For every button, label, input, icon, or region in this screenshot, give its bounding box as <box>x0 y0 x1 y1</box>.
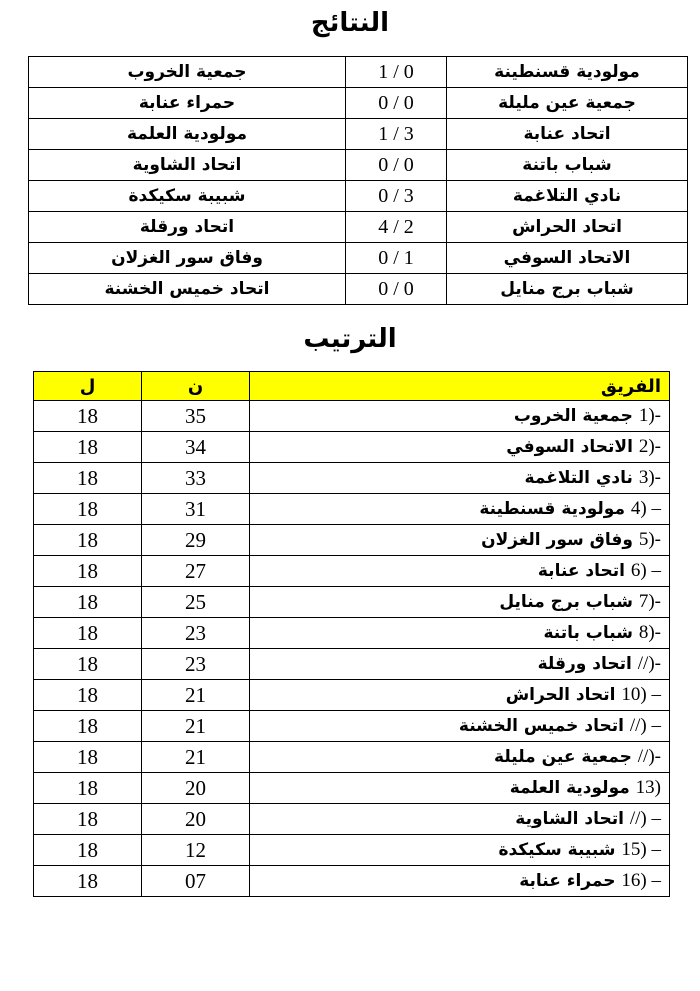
result-row <box>29 243 688 274</box>
standings-row <box>34 494 670 525</box>
results-body <box>29 57 688 305</box>
header-points: ن <box>142 372 250 401</box>
standings-team-cell <box>250 680 670 711</box>
away-team: شبيبة سكيكدة <box>29 181 346 212</box>
standings-row <box>34 525 670 556</box>
standings-team-cell <box>250 866 670 897</box>
header-team: الفريق <box>250 372 670 401</box>
standings-body <box>34 401 670 897</box>
team-points: 21 <box>142 680 250 711</box>
team-played: 18 <box>34 494 142 525</box>
result-row <box>29 57 688 88</box>
team-name: مولودية قسنطينة <box>479 499 625 519</box>
team-played: 18 <box>34 401 142 432</box>
standings-row <box>34 649 670 680</box>
standings-row <box>34 618 670 649</box>
team-name: وفاق سور الغزلان <box>481 530 633 550</box>
team-points: 21 <box>142 711 250 742</box>
team-rank: 15) – <box>621 839 661 860</box>
team-name: الاتحاد السوفي <box>506 437 633 457</box>
team-name: اتحاد عنابة <box>537 561 625 581</box>
team-played: 18 <box>34 525 142 556</box>
team-played: 18 <box>34 556 142 587</box>
away-team: وفاق سور الغزلان <box>29 243 346 274</box>
standings-row <box>34 587 670 618</box>
standings-row <box>34 401 670 432</box>
standings-team-cell <box>250 587 670 618</box>
team-name: شباب برج منايل <box>499 592 633 612</box>
match-score: 0 / 1 <box>346 243 447 274</box>
result-row <box>29 181 688 212</box>
team-points: 07 <box>142 866 250 897</box>
header-played: ل <box>34 372 142 401</box>
match-score: 0 / 3 <box>346 181 447 212</box>
team-played: 18 <box>34 432 142 463</box>
team-played: 18 <box>34 680 142 711</box>
team-points: 31 <box>142 494 250 525</box>
team-name: شباب باتنة <box>543 623 633 643</box>
home-team: نادي التلاغمة <box>447 181 688 212</box>
team-points: 27 <box>142 556 250 587</box>
match-score: 1 / 0 <box>346 57 447 88</box>
result-row <box>29 212 688 243</box>
result-row <box>29 88 688 119</box>
team-rank: 3)- <box>638 467 661 488</box>
team-rank: 2)- <box>638 436 661 457</box>
results-title: النتائج <box>310 8 390 38</box>
standings-title: الترتيب <box>303 324 397 354</box>
team-played: 18 <box>34 742 142 773</box>
team-name: اتحاد ورقلة <box>537 654 632 674</box>
standings-team-cell <box>250 525 670 556</box>
team-points: 29 <box>142 525 250 556</box>
standings-row <box>34 711 670 742</box>
team-played: 18 <box>34 463 142 494</box>
team-rank: 8)- <box>638 622 661 643</box>
away-team: اتحاد الشاوية <box>29 150 346 181</box>
team-name: جمعية عين مليلة <box>494 747 632 767</box>
home-team: جمعية عين مليلة <box>447 88 688 119</box>
team-rank: 10) – <box>621 684 661 705</box>
home-team: شباب باتنة <box>447 150 688 181</box>
match-score: 0 / 0 <box>346 274 447 305</box>
team-points: 21 <box>142 742 250 773</box>
standings-row <box>34 556 670 587</box>
standings-team-cell <box>250 432 670 463</box>
team-rank: 7)- <box>638 591 661 612</box>
team-rank: 13) <box>635 777 661 798</box>
team-name: اتحاد خميس الخشنة <box>458 716 624 736</box>
team-points: 12 <box>142 835 250 866</box>
standings-team-cell <box>250 649 670 680</box>
team-name: نادي التلاغمة <box>524 468 633 488</box>
team-rank: 6) – <box>630 560 661 581</box>
standings-team-cell <box>250 401 670 432</box>
team-name: شبيبة سكيكدة <box>498 840 616 860</box>
standings-row <box>34 835 670 866</box>
standings-team-cell <box>250 773 670 804</box>
team-played: 18 <box>34 649 142 680</box>
standings-team-cell <box>250 835 670 866</box>
team-played: 18 <box>34 804 142 835</box>
standings-row <box>34 804 670 835</box>
results-table <box>28 56 688 305</box>
team-rank: //) – <box>629 808 661 829</box>
standings-team-cell <box>250 463 670 494</box>
team-rank: 1)- <box>638 405 661 426</box>
team-name: اتحاد الحراش <box>505 685 616 705</box>
standings-row <box>34 742 670 773</box>
standings-team-cell <box>250 711 670 742</box>
team-played: 18 <box>34 835 142 866</box>
home-team: اتحاد عنابة <box>447 119 688 150</box>
standings-team-cell <box>250 618 670 649</box>
away-team: جمعية الخروب <box>29 57 346 88</box>
team-played: 18 <box>34 618 142 649</box>
away-team: اتحاد ورقلة <box>29 212 346 243</box>
team-name: حمراء عنابة <box>519 871 616 891</box>
standings-team-cell <box>250 494 670 525</box>
team-points: 23 <box>142 618 250 649</box>
result-row <box>29 274 688 305</box>
team-played: 18 <box>34 773 142 804</box>
team-points: 33 <box>142 463 250 494</box>
away-team: مولودية العلمة <box>29 119 346 150</box>
home-team: الاتحاد السوفي <box>447 243 688 274</box>
team-rank: //)- <box>637 653 661 674</box>
team-points: 20 <box>142 804 250 835</box>
standings-row <box>34 432 670 463</box>
team-rank: 16) – <box>621 870 661 891</box>
team-name: اتحاد الشاوية <box>515 809 624 829</box>
team-played: 18 <box>34 866 142 897</box>
standings-header-row <box>34 372 670 401</box>
team-points: 34 <box>142 432 250 463</box>
team-points: 25 <box>142 587 250 618</box>
away-team: حمراء عنابة <box>29 88 346 119</box>
home-team: اتحاد الحراش <box>447 212 688 243</box>
result-row <box>29 119 688 150</box>
team-name: مولودية العلمة <box>509 778 630 798</box>
standings-row <box>34 773 670 804</box>
match-score: 4 / 2 <box>346 212 447 243</box>
standings-table <box>33 371 670 897</box>
team-rank: //) – <box>629 715 661 736</box>
home-team: شباب برج منايل <box>447 274 688 305</box>
match-score: 0 / 0 <box>346 150 447 181</box>
standings-row <box>34 680 670 711</box>
standings-team-cell <box>250 556 670 587</box>
standings-team-cell <box>250 742 670 773</box>
team-points: 20 <box>142 773 250 804</box>
team-points: 35 <box>142 401 250 432</box>
team-rank: 4) – <box>630 498 661 519</box>
team-played: 18 <box>34 711 142 742</box>
home-team: مولودية قسنطينة <box>447 57 688 88</box>
match-score: 0 / 0 <box>346 88 447 119</box>
result-row <box>29 150 688 181</box>
standings-row <box>34 866 670 897</box>
standings-team-cell <box>250 804 670 835</box>
away-team: اتحاد خميس الخشنة <box>29 274 346 305</box>
team-points: 23 <box>142 649 250 680</box>
team-rank: 5)- <box>638 529 661 550</box>
match-score: 1 / 3 <box>346 119 447 150</box>
standings-row <box>34 463 670 494</box>
team-rank: //)- <box>637 746 661 767</box>
team-played: 18 <box>34 587 142 618</box>
team-name: جمعية الخروب <box>513 406 633 426</box>
